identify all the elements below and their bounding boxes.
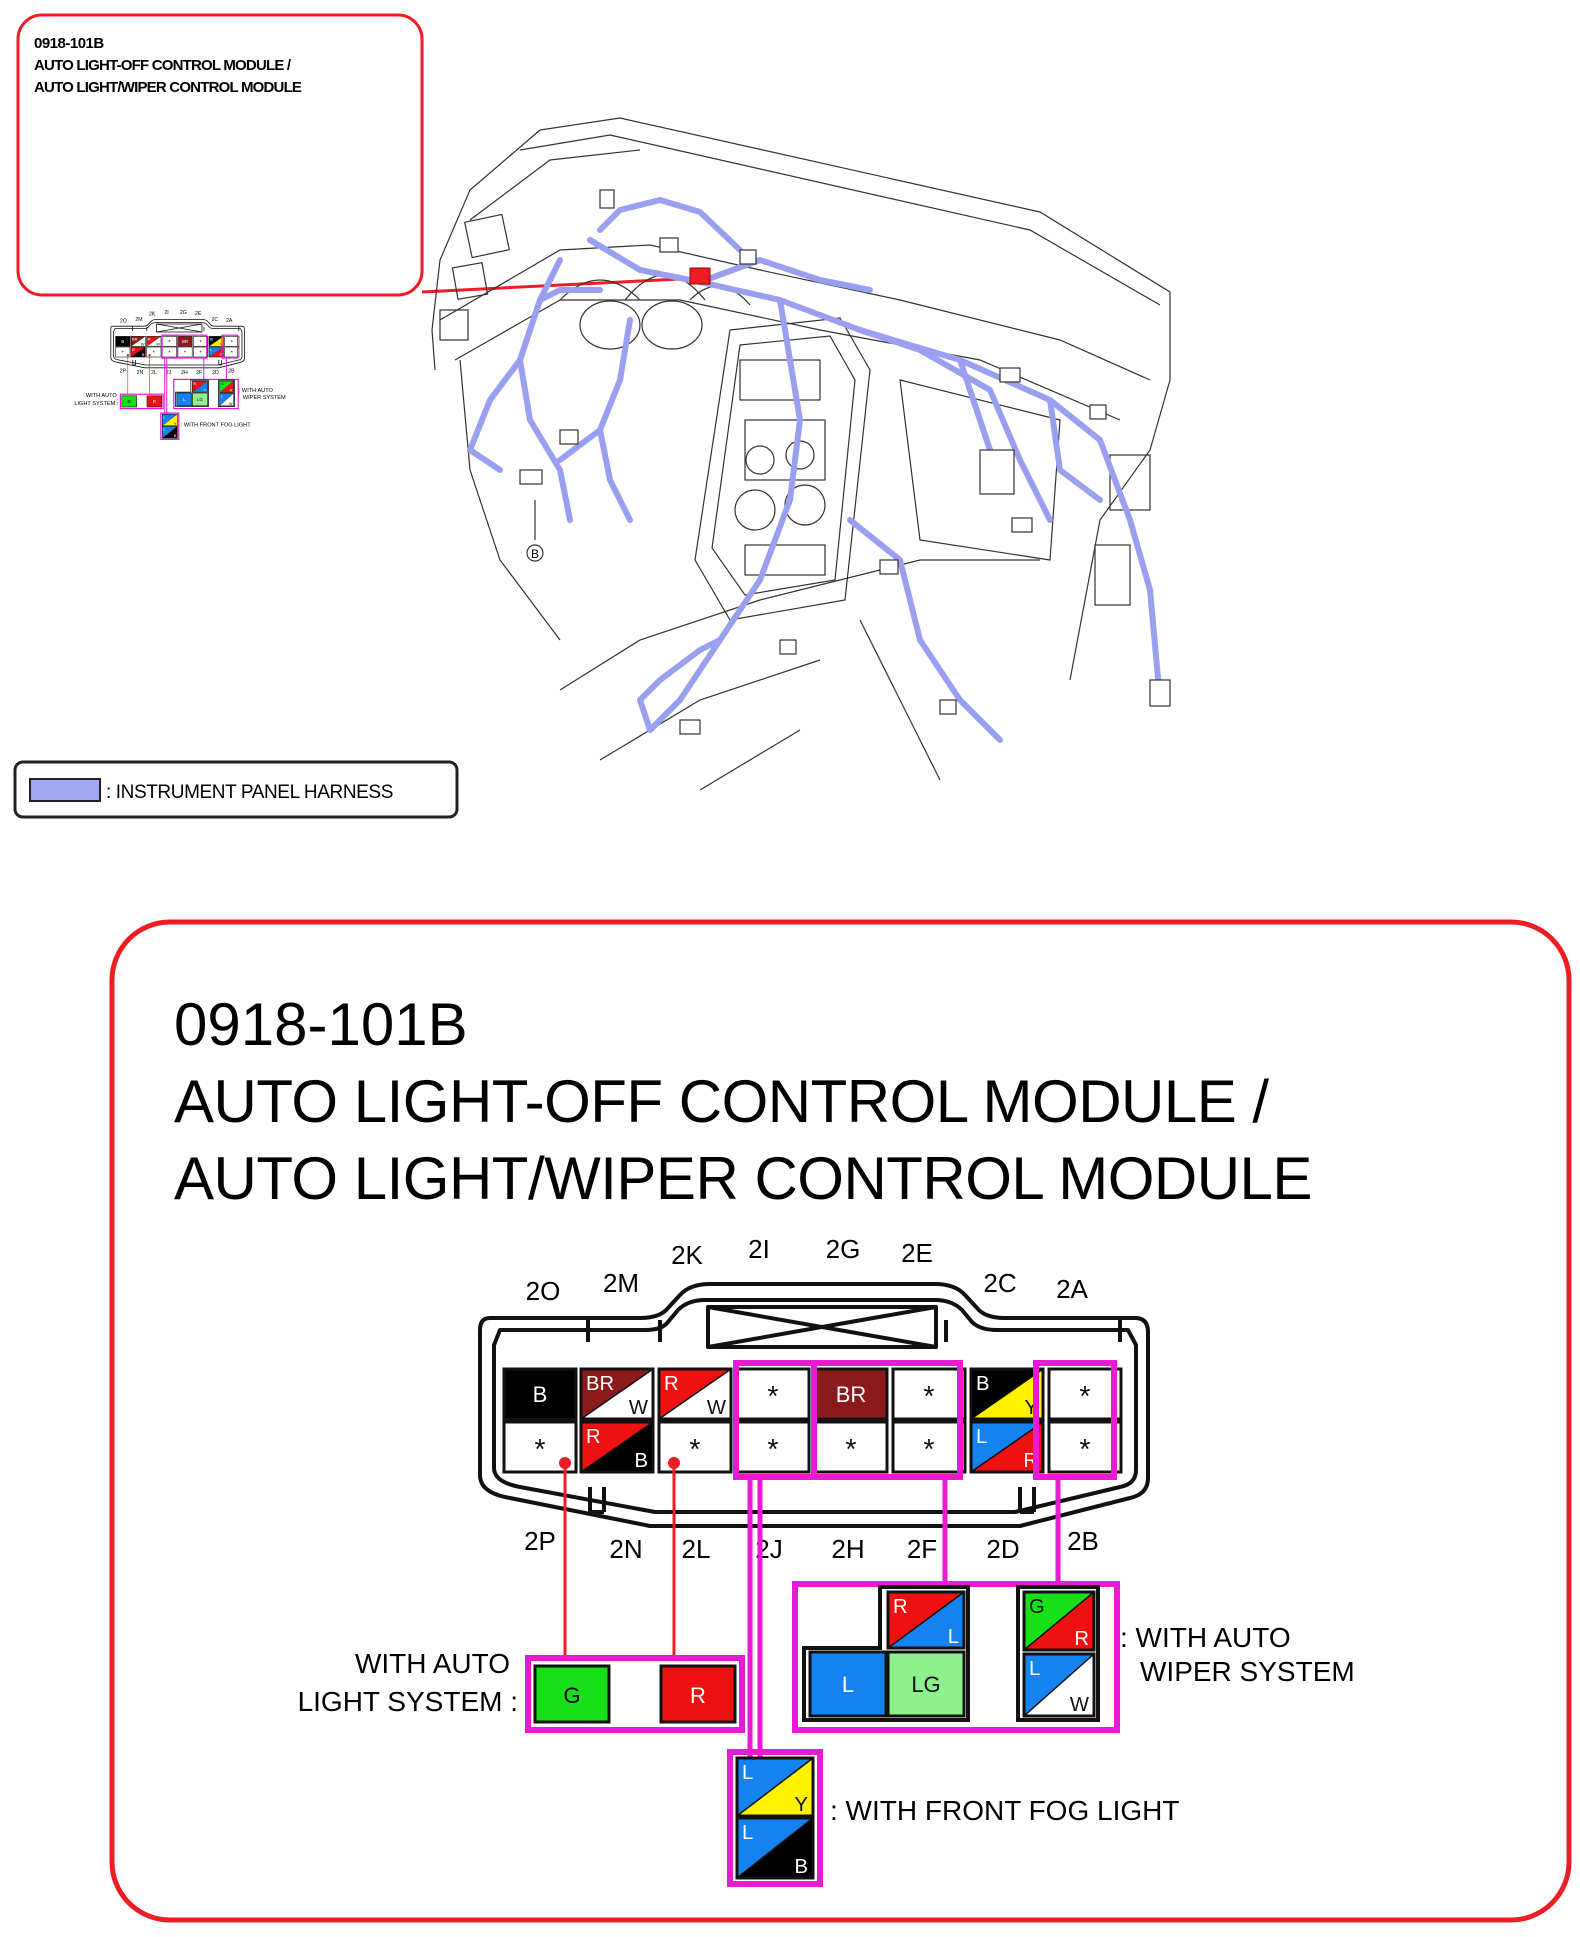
pin-2f-label: * xyxy=(923,1434,935,1467)
fog-pin-bottom-label-1: L xyxy=(742,1821,754,1844)
pin-2p-label: * xyxy=(534,1434,546,1467)
pin-2k-label-2: W xyxy=(706,1397,726,1419)
wiper-pin-b-bottom-label-2: W xyxy=(1069,1694,1089,1716)
pin-2h xyxy=(815,1422,887,1472)
pin-2g xyxy=(815,1369,887,1419)
pin-2l-label: * xyxy=(689,1434,701,1467)
wiper-pin-f-left-label: L xyxy=(841,1671,855,1697)
pin-2d-label-1: L xyxy=(976,1425,988,1448)
pin-2d xyxy=(971,1422,1043,1472)
pin-label-2D: 2D xyxy=(986,1534,1020,1564)
wiper-pin-b-bottom xyxy=(1024,1654,1094,1716)
pin-2c-label-1: B xyxy=(976,1372,990,1395)
inset-panel xyxy=(18,15,700,439)
pin-label-2F: 2F xyxy=(906,1534,938,1564)
auto-light-label-line1: WITH AUTO xyxy=(354,1648,510,1679)
legend-swatch xyxy=(30,779,100,801)
auto-light-pin-G-label: G xyxy=(563,1683,581,1708)
fog-pin-top xyxy=(737,1758,813,1816)
pin-2m-label-1: BR xyxy=(586,1372,615,1395)
wiper-pin-b-top xyxy=(1024,1592,1094,1650)
pin-2m xyxy=(581,1369,653,1419)
title-line2: AUTO LIGHT/WIPER CONTROL MODULE xyxy=(174,1145,1312,1212)
title-line1: AUTO LIGHT-OFF CONTROL MODULE / xyxy=(174,1068,1269,1135)
inset-connector-id: 0918-101B xyxy=(34,35,104,52)
pin-label-2M: 2M xyxy=(602,1268,640,1298)
inset-title-line2: AUTO LIGHT/WIPER CONTROL MODULE xyxy=(34,79,302,96)
pin-2a xyxy=(1049,1369,1121,1419)
auto-light-pin-R-label: R xyxy=(690,1683,706,1708)
pin-2n xyxy=(581,1422,653,1472)
auto-wiper-label-line1: : WITH AUTO xyxy=(1120,1622,1291,1653)
wiper-pin-b-top-label-1: G xyxy=(1029,1595,1045,1618)
pin-2i xyxy=(737,1369,809,1419)
pin-2f xyxy=(893,1422,965,1472)
pin-2c-label-2: Y xyxy=(1024,1397,1038,1419)
pin-2b-label: * xyxy=(1079,1434,1091,1467)
module-location-marker xyxy=(690,268,710,284)
wiper-pin-f-top-label-2: L xyxy=(947,1626,959,1648)
pin-label-2N: 2N xyxy=(609,1534,643,1564)
fog-pin-bottom xyxy=(737,1818,813,1878)
pin-2n-label-1: R xyxy=(586,1425,601,1448)
pin-label-2A: 2A xyxy=(1056,1274,1088,1304)
pin-label-2C: 2C xyxy=(983,1268,1017,1298)
legend-label: : INSTRUMENT PANEL HARNESS xyxy=(106,782,393,803)
fog-pin-top-label-2: Y xyxy=(794,1794,808,1816)
pin-2k-label-1: R xyxy=(664,1372,679,1395)
auto-wiper-label-line2: WIPER SYSTEM xyxy=(1140,1656,1355,1687)
pin-2j xyxy=(737,1422,809,1472)
pin-label-2P: 2P xyxy=(524,1526,556,1556)
inset-title-line1: AUTO LIGHT-OFF CONTROL MODULE / xyxy=(34,57,291,74)
pin-2e-label: * xyxy=(923,1381,935,1414)
wiper-pin-f-top xyxy=(888,1592,964,1648)
pin-label-2I: 2I xyxy=(748,1234,770,1264)
pin-label-2G: 2G xyxy=(825,1234,861,1264)
pin-2n-label-2: B xyxy=(634,1450,648,1472)
auto-light-label-line2: LIGHT SYSTEM : xyxy=(297,1686,518,1717)
pin-2o-label: B xyxy=(532,1381,548,1407)
pin-label-2O: 2O xyxy=(525,1276,561,1306)
pin-label-2L: 2L xyxy=(681,1534,711,1564)
front-fog-label: : WITH FRONT FOG LIGHT xyxy=(830,1795,1180,1826)
pin-2e xyxy=(893,1369,965,1419)
wiper-pin-b-bottom-label-1: L xyxy=(1029,1657,1041,1680)
pin-label-2E: 2E xyxy=(901,1238,933,1268)
front-fog-pins xyxy=(737,1758,813,1878)
wiper-pin-b-top-label-2: R xyxy=(1074,1628,1089,1650)
pin-label-2H: 2H xyxy=(831,1534,865,1564)
pin-label-2K: 2K xyxy=(671,1240,703,1270)
pin-2d-label-2: R xyxy=(1023,1450,1038,1472)
pin-2c xyxy=(971,1369,1043,1419)
wiper-pin-f-right xyxy=(888,1652,964,1716)
pin-2k xyxy=(659,1369,731,1419)
legend xyxy=(15,762,457,817)
fog-pin-bottom-label-2: B xyxy=(794,1856,808,1878)
harness-connectors xyxy=(520,190,1170,734)
fog-pin-top-label-1: L xyxy=(742,1761,754,1784)
harness-marker-label: B xyxy=(530,547,540,561)
pin-2o xyxy=(504,1369,576,1419)
pin-label-2J: 2J xyxy=(755,1534,783,1564)
pin-2i-label: * xyxy=(767,1381,779,1414)
pin-2j-label: * xyxy=(767,1434,779,1467)
pin-2g-label: BR xyxy=(835,1381,867,1407)
pin-2h-label: * xyxy=(845,1434,857,1467)
pin-label-2B: 2B xyxy=(1067,1526,1099,1556)
connector-id: 0918-101B xyxy=(174,991,468,1058)
pin-2b xyxy=(1049,1422,1121,1472)
wiper-pin-f-top-label-1: R xyxy=(893,1595,908,1618)
wiper-pin-f-left xyxy=(810,1652,886,1716)
wiper-pin-f-right-label: LG xyxy=(911,1671,941,1697)
pin-2m-label-2: W xyxy=(628,1397,648,1419)
pin-2a-label: * xyxy=(1079,1381,1091,1414)
